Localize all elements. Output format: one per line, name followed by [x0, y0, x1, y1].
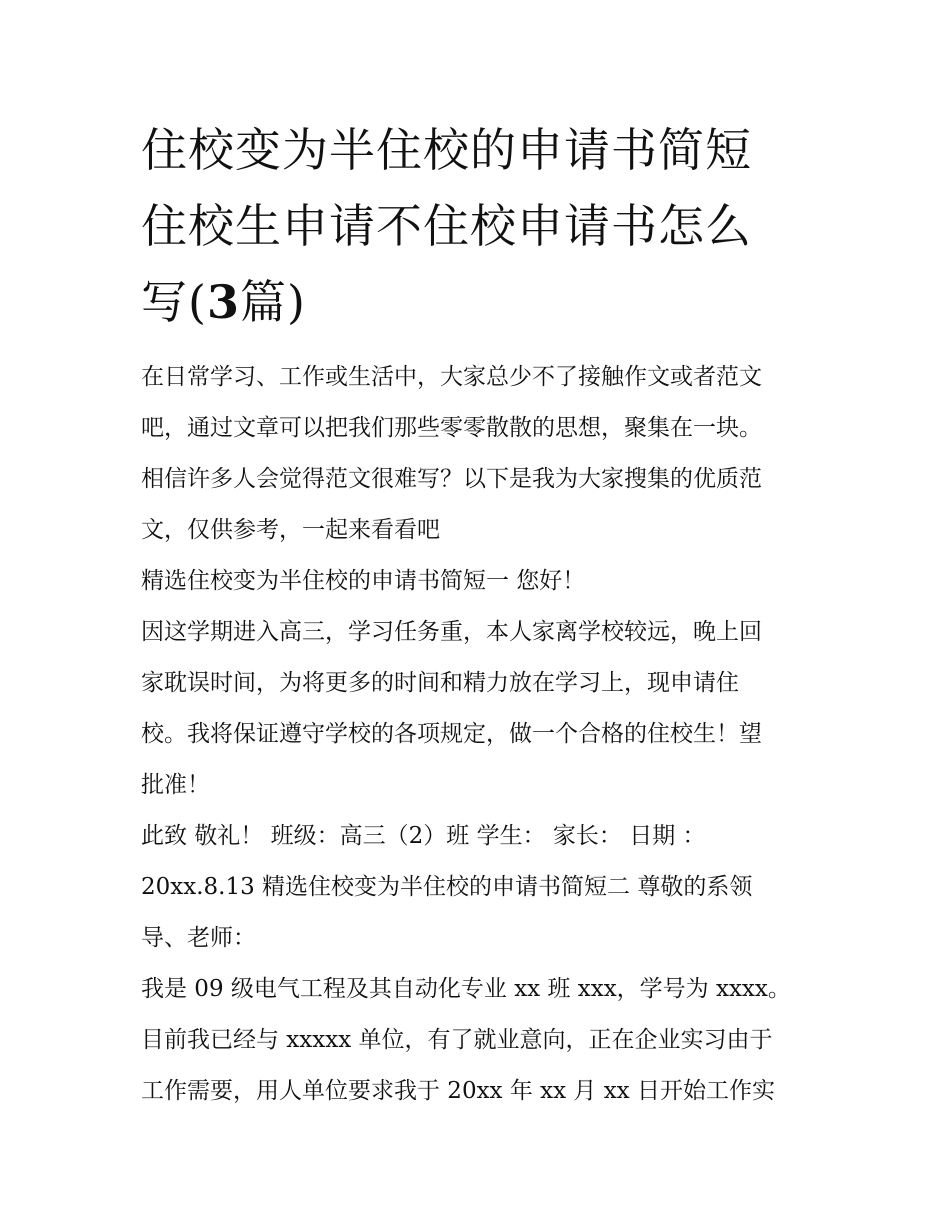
- body-line: 在日常学习、工作或生活中，大家总少不了接触作文或者范文: [141, 364, 762, 390]
- title-last-suffix: 篇): [239, 275, 306, 329]
- title-last-prefix: 写(: [141, 275, 207, 329]
- body-line: 工作需要，用人单位要求我于 20xx 年 xx 月 xx 日开始工作实: [141, 1078, 775, 1104]
- title-line-2: 住校生申请不住校申请书怎么: [141, 199, 752, 253]
- body-line: 批准！: [141, 772, 210, 798]
- body-line: 此致 敬礼！ 班级：高三（2）班 学生： 家长： 日期 ：: [141, 823, 706, 849]
- title-line-1: 住校变为半住校的申请书简短: [141, 123, 752, 177]
- body-line: 校。我将保证遵守学校的各项规定，做一个合格的住校生！望: [141, 721, 762, 747]
- document-body: [141, 352, 821, 1117]
- title-line-3: [141, 264, 821, 340]
- body-line: 吧，通过文章可以把我们那些零零散散的思想，聚集在一块。: [141, 415, 762, 441]
- body-line: 因这学期进入高三，学习任务重，本人家离学校较远，晚上回: [141, 619, 762, 645]
- body-line: 20xx.8.13 精选住校变为半住校的申请书简短二 尊敬的系领: [141, 874, 753, 900]
- title-last-number: 3: [206, 275, 240, 329]
- body-line: 家耽误时间，为将更多的时间和精力放在学习上，现申请住: [141, 670, 739, 696]
- body-line: 精选住校变为半住校的申请书简短一 您好！: [141, 568, 586, 594]
- body-line: 导、老师：: [141, 925, 256, 951]
- document-page: [141, 112, 821, 1117]
- body-line: 文，仅供参考，一起来看看吧: [141, 517, 440, 543]
- body-line: 相信许多人会觉得范文很难写？以下是我为大家搜集的优质范: [141, 466, 762, 492]
- body-line: 我是 09 级电气工程及其自动化专业 xx 班 xxx，学号为 xxxx。: [141, 976, 791, 1002]
- body-line: 目前我已经与 xxxxx 单位，有了就业意向，正在企业实习由于: [141, 1027, 773, 1053]
- document-title: [141, 112, 821, 340]
